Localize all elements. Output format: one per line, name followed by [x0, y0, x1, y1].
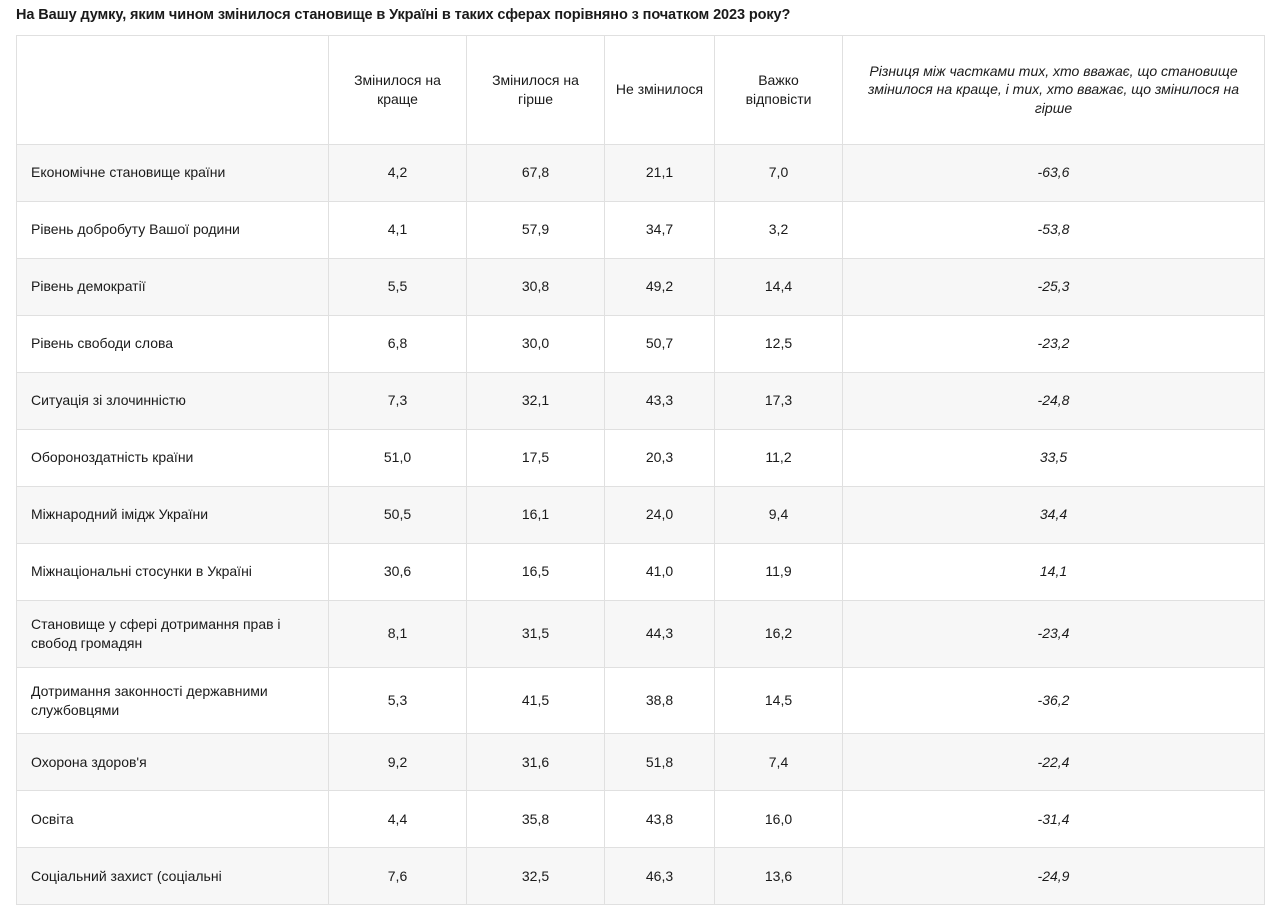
cell-unchanged: 49,2 [605, 258, 715, 315]
column-header-difference: Різниця між частками тих, хто вважає, що становище змінилося на краще, і тих, хто вважає, що змінилося на гірше [843, 35, 1265, 144]
table-row [17, 201, 1265, 258]
row-label: Соціальний захист (соціальні [17, 848, 329, 905]
row-label: Охорона здоров'я [17, 734, 329, 791]
cell-hard-to-say: 12,5 [715, 315, 843, 372]
cell-worse: 67,8 [467, 144, 605, 201]
cell-better: 50,5 [329, 486, 467, 543]
cell-unchanged: 44,3 [605, 600, 715, 667]
cell-better: 7,3 [329, 372, 467, 429]
table-row [17, 372, 1265, 429]
cell-unchanged: 20,3 [605, 429, 715, 486]
cell-worse: 41,5 [467, 667, 605, 734]
cell-better: 5,5 [329, 258, 467, 315]
cell-unchanged: 50,7 [605, 315, 715, 372]
row-label: Становище у сфері дотримання прав і свобод громадян [17, 600, 329, 667]
cell-hard-to-say: 17,3 [715, 372, 843, 429]
table-row [17, 600, 1265, 667]
cell-difference: -23,4 [843, 600, 1265, 667]
cell-unchanged: 38,8 [605, 667, 715, 734]
column-header-hard-to-say: Важко відповісти [715, 35, 843, 144]
cell-hard-to-say: 3,2 [715, 201, 843, 258]
cell-better: 8,1 [329, 600, 467, 667]
row-label: Економічне становище країни [17, 144, 329, 201]
page-title: На Вашу думку, яким чином змінилося становище в Україні в таких сферах порівняно з початком 2023 року? [16, 7, 791, 23]
cell-better: 30,6 [329, 543, 467, 600]
row-label: Рівень добробуту Вашої родини [17, 201, 329, 258]
cell-better: 4,2 [329, 144, 467, 201]
cell-difference: -25,3 [843, 258, 1265, 315]
table-row [17, 258, 1265, 315]
survey-results-table [16, 35, 1265, 905]
cell-worse: 16,1 [467, 486, 605, 543]
cell-worse: 31,5 [467, 600, 605, 667]
cell-worse: 32,1 [467, 372, 605, 429]
cell-difference: -36,2 [843, 667, 1265, 734]
row-label: Обороноздатність країни [17, 429, 329, 486]
table-row [17, 791, 1265, 848]
cell-hard-to-say: 16,0 [715, 791, 843, 848]
cell-unchanged: 41,0 [605, 543, 715, 600]
table-row [17, 734, 1265, 791]
cell-worse: 31,6 [467, 734, 605, 791]
cell-better: 7,6 [329, 848, 467, 905]
cell-hard-to-say: 7,4 [715, 734, 843, 791]
cell-difference: -31,4 [843, 791, 1265, 848]
row-label: Міжнародний імідж України [17, 486, 329, 543]
cell-hard-to-say: 14,5 [715, 667, 843, 734]
column-header-category [17, 35, 329, 144]
cell-difference: -24,9 [843, 848, 1265, 905]
cell-difference: 33,5 [843, 429, 1265, 486]
cell-better: 6,8 [329, 315, 467, 372]
table-body [17, 144, 1265, 905]
cell-difference: -23,2 [843, 315, 1265, 372]
cell-better: 51,0 [329, 429, 467, 486]
column-header-unchanged: Не змінилося [605, 35, 715, 144]
cell-unchanged: 46,3 [605, 848, 715, 905]
cell-difference: 34,4 [843, 486, 1265, 543]
cell-difference: -24,8 [843, 372, 1265, 429]
cell-better: 5,3 [329, 667, 467, 734]
table-row [17, 315, 1265, 372]
cell-hard-to-say: 11,9 [715, 543, 843, 600]
cell-unchanged: 43,3 [605, 372, 715, 429]
cell-hard-to-say: 7,0 [715, 144, 843, 201]
cell-worse: 17,5 [467, 429, 605, 486]
cell-worse: 57,9 [467, 201, 605, 258]
cell-difference: 14,1 [843, 543, 1265, 600]
row-label: Рівень свободи слова [17, 315, 329, 372]
cell-unchanged: 34,7 [605, 201, 715, 258]
cell-worse: 30,8 [467, 258, 605, 315]
cell-worse: 16,5 [467, 543, 605, 600]
cell-worse: 32,5 [467, 848, 605, 905]
cell-better: 4,4 [329, 791, 467, 848]
row-label: Ситуація зі злочинністю [17, 372, 329, 429]
table-row [17, 486, 1265, 543]
cell-hard-to-say: 13,6 [715, 848, 843, 905]
cell-difference: -63,6 [843, 144, 1265, 201]
column-header-worse: Змінилося на гірше [467, 35, 605, 144]
table-header-row [17, 35, 1265, 144]
cell-worse: 30,0 [467, 315, 605, 372]
cell-unchanged: 24,0 [605, 486, 715, 543]
table-row [17, 429, 1265, 486]
cell-difference: -22,4 [843, 734, 1265, 791]
cell-hard-to-say: 16,2 [715, 600, 843, 667]
cell-difference: -53,8 [843, 201, 1265, 258]
table-row [17, 848, 1265, 905]
row-label: Дотримання законності державними службовцями [17, 667, 329, 734]
cell-better: 4,1 [329, 201, 467, 258]
cell-unchanged: 21,1 [605, 144, 715, 201]
row-label: Міжнаціональні стосунки в Україні [17, 543, 329, 600]
cell-worse: 35,8 [467, 791, 605, 848]
cell-unchanged: 51,8 [605, 734, 715, 791]
column-header-better: Змінилося на краще [329, 35, 467, 144]
cell-better: 9,2 [329, 734, 467, 791]
table-row [17, 543, 1265, 600]
row-label: Рівень демократії [17, 258, 329, 315]
cell-hard-to-say: 9,4 [715, 486, 843, 543]
cell-unchanged: 43,8 [605, 791, 715, 848]
table-header [17, 35, 1265, 144]
row-label: Освіта [17, 791, 329, 848]
cell-hard-to-say: 11,2 [715, 429, 843, 486]
table-row [17, 667, 1265, 734]
table-row [17, 144, 1265, 201]
cell-hard-to-say: 14,4 [715, 258, 843, 315]
